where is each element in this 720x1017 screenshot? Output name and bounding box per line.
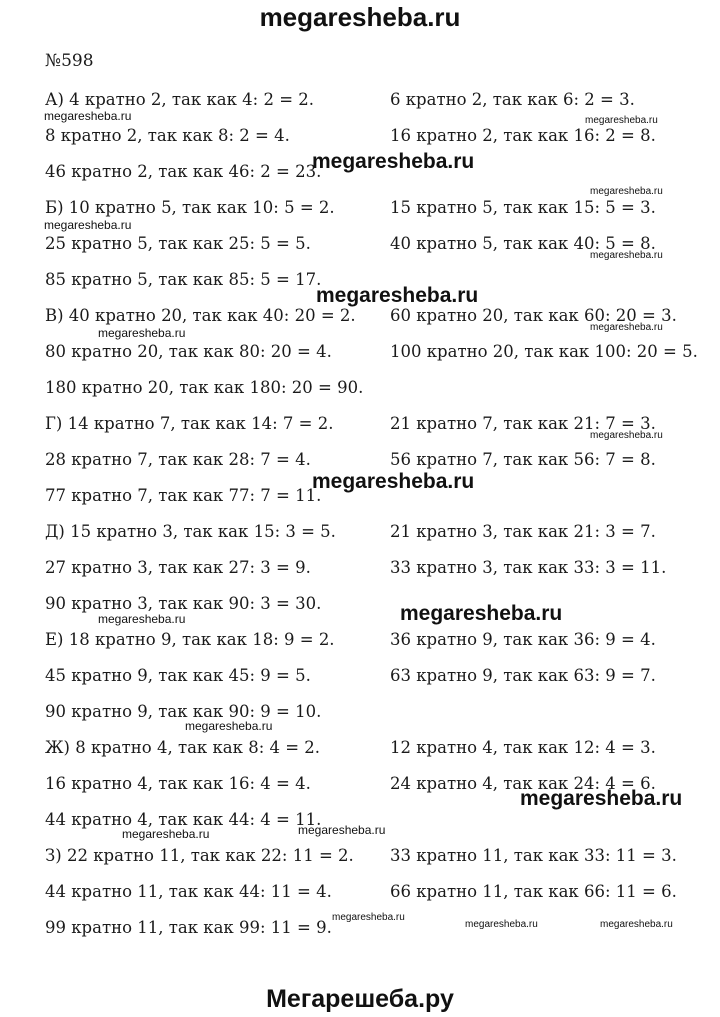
watermark: megaresheba.ru bbox=[44, 109, 132, 123]
solution-line: 24 кратно 4, так как 24: 4 = 6. bbox=[390, 774, 656, 793]
solution-line: 36 кратно 9, так как 36: 9 = 4. bbox=[390, 630, 656, 649]
watermark: megaresheba.ru bbox=[98, 612, 186, 626]
solution-line: 33 кратно 3, так как 33: 3 = 11. bbox=[390, 558, 667, 577]
watermark: megaresheba.ru bbox=[400, 602, 563, 625]
watermark: megaresheba.ru bbox=[312, 470, 475, 493]
solution-line: 21 кратно 3, так как 21: 3 = 7. bbox=[390, 522, 656, 541]
solution-line: 99 кратно 11, так как 99: 11 = 9. bbox=[45, 918, 332, 937]
solution-line: 66 кратно 11, так как 66: 11 = 6. bbox=[390, 882, 677, 901]
solution-line: 44 кратно 11, так как 44: 11 = 4. bbox=[45, 882, 332, 901]
solution-line: 15 кратно 5, так как 15: 5 = 3. bbox=[390, 198, 656, 217]
watermark: megaresheba.ru bbox=[122, 827, 210, 841]
solution-line: 77 кратно 7, так как 77: 7 = 11. bbox=[45, 486, 322, 505]
watermark: megaresheba.ru bbox=[316, 284, 479, 307]
solution-line: 180 кратно 20, так как 180: 20 = 90. bbox=[45, 378, 364, 397]
watermark: megaresheba.ru bbox=[465, 919, 538, 930]
solution-line: 46 кратно 2, так как 46: 2 = 23. bbox=[45, 162, 322, 181]
watermark: megaresheba.ru bbox=[312, 150, 475, 173]
watermark: megaresheba.ru bbox=[332, 912, 405, 923]
solution-line: 45 кратно 9, так как 45: 9 = 5. bbox=[45, 666, 311, 685]
solution-line: 90 кратно 9, так как 90: 9 = 10. bbox=[45, 702, 322, 721]
watermark: megaresheba.ru bbox=[185, 719, 273, 733]
solution-line: Ж) 8 кратно 4, так как 8: 4 = 2. bbox=[45, 738, 321, 757]
solution-line: 63 кратно 9, так как 63: 9 = 7. bbox=[390, 666, 656, 685]
watermark: megaresheba.ru bbox=[600, 919, 673, 930]
solution-line: 16 кратно 2, так как 16: 2 = 8. bbox=[390, 126, 656, 145]
solution-line: 85 кратно 5, так как 85: 5 = 17. bbox=[45, 270, 322, 289]
watermark: megaresheba.ru bbox=[585, 115, 658, 126]
solution-line: Б) 10 кратно 5, так как 10: 5 = 2. bbox=[45, 198, 335, 217]
watermark: megaresheba.ru bbox=[44, 218, 132, 232]
solution-line: А) 4 кратно 2, так как 4: 2 = 2. bbox=[45, 90, 315, 109]
watermark: megaresheba.ru bbox=[520, 787, 683, 810]
solution-line: 6 кратно 2, так как 6: 2 = 3. bbox=[390, 90, 635, 109]
solution-line: 56 кратно 7, так как 56: 7 = 8. bbox=[390, 450, 656, 469]
solution-line: 90 кратно 3, так как 90: 3 = 30. bbox=[45, 594, 322, 613]
solution-line: 16 кратно 4, так как 16: 4 = 4. bbox=[45, 774, 311, 793]
solution-line: 12 кратно 4, так как 12: 4 = 3. bbox=[390, 738, 656, 757]
solution-line: 25 кратно 5, так как 25: 5 = 5. bbox=[45, 234, 311, 253]
watermark: megaresheba.ru bbox=[590, 186, 663, 197]
watermark: megaresheba.ru bbox=[590, 322, 663, 333]
solution-line: 80 кратно 20, так как 80: 20 = 4. bbox=[45, 342, 332, 361]
watermark: megaresheba.ru bbox=[590, 430, 663, 441]
solution-line: 40 кратно 5, так как 40: 5 = 8. bbox=[390, 234, 656, 253]
solution-line: 44 кратно 4, так как 44: 4 = 11. bbox=[45, 810, 322, 829]
site-header: megaresheba.ru bbox=[259, 2, 461, 32]
site-footer: Мегарешеба.ру bbox=[266, 985, 454, 1013]
solution-line: 8 кратно 2, так как 8: 2 = 4. bbox=[45, 126, 290, 145]
solution-line: 21 кратно 7, так как 21: 7 = 3. bbox=[390, 414, 656, 433]
task-number: №598 bbox=[45, 51, 94, 71]
solution-line: 60 кратно 20, так как 60: 20 = 3. bbox=[390, 306, 677, 325]
solution-line: 33 кратно 11, так как 33: 11 = 3. bbox=[390, 846, 677, 865]
solution-line: В) 40 кратно 20, так как 40: 20 = 2. bbox=[45, 306, 356, 325]
solution-line: Е) 18 кратно 9, так как 18: 9 = 2. bbox=[45, 630, 335, 649]
solution-line: Г) 14 кратно 7, так как 14: 7 = 2. bbox=[45, 414, 334, 433]
solution-line: 100 кратно 20, так как 100: 20 = 5. bbox=[390, 342, 698, 361]
solution-line: Д) 15 кратно 3, так как 15: 3 = 5. bbox=[45, 522, 336, 541]
watermark: megaresheba.ru bbox=[298, 823, 386, 837]
solution-line: 27 кратно 3, так как 27: 3 = 9. bbox=[45, 558, 311, 577]
solution-line: З) 22 кратно 11, так как 22: 11 = 2. bbox=[45, 846, 354, 865]
watermark: megaresheba.ru bbox=[98, 326, 186, 340]
solution-line: 28 кратно 7, так как 28: 7 = 4. bbox=[45, 450, 311, 469]
watermark: megaresheba.ru bbox=[590, 250, 663, 261]
